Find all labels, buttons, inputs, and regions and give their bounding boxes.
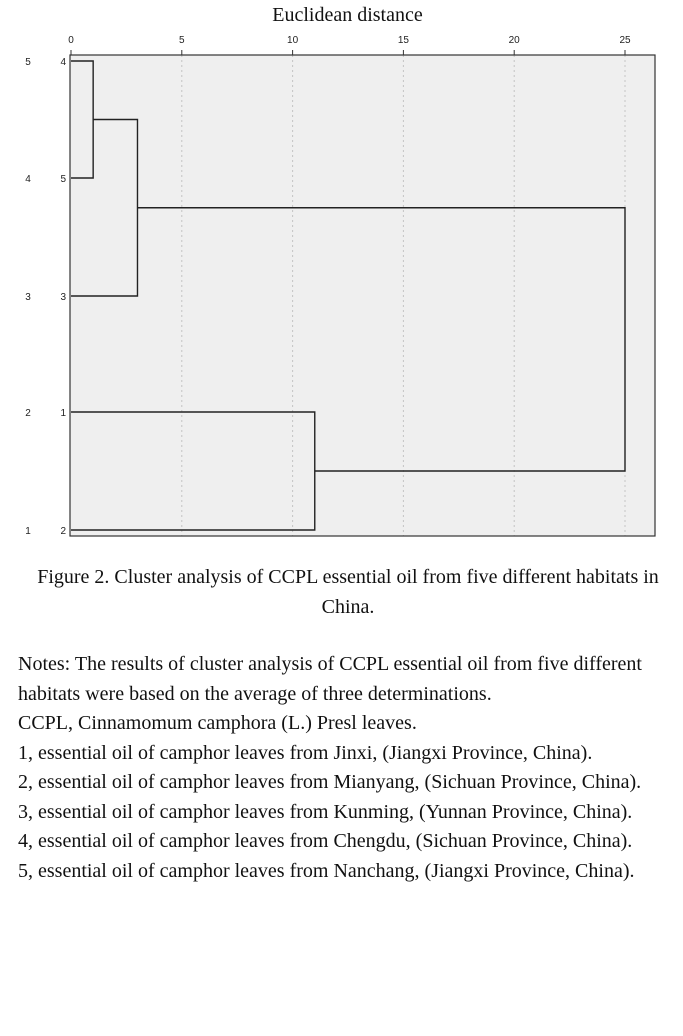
chart-title: Euclidean distance [272,4,423,26]
x-tick-label: 20 [508,35,520,46]
x-tick-label: 0 [68,35,74,46]
leaf-label: 4 [60,57,66,68]
plot-background [70,55,655,536]
row-number: 5 [25,57,31,68]
notes-paragraph: Notes: The results of cluster analysis of CCPL essential oil from five different habitats were based on the average of three determinations. [18,653,642,705]
row-number: 1 [25,526,31,537]
row-number: 4 [25,174,31,185]
x-tick-label: 5 [179,35,185,46]
leaf-label: 2 [60,526,66,537]
x-tick-label: 15 [397,35,409,46]
figure-notes [18,650,673,886]
notes-item-5: 5, essential oil of camphor leaves from Nanchang, (Jiangxi Province, China). [18,859,635,882]
notes-item-4: 4, essential oil of camphor leaves from Chengdu, (Sichuan Province, China). [18,830,633,852]
row-number: 2 [25,408,31,419]
leaf-label: 5 [60,174,66,185]
leaf-label: 1 [60,408,66,419]
x-tick-label: 10 [287,35,299,46]
row-number: 3 [25,292,31,303]
x-tick-label: 25 [619,35,631,46]
notes-item-3: 3, essential oil of camphor leaves from Kunming, (Yunnan Province, China). [18,800,633,823]
figure-caption: Figure 2. Cluster analysis of CCPL essential oil from five different habitats in China. [37,566,659,618]
notes-item-1: 1, essential oil of camphor leaves from Jinxi, (Jiangxi Province, China). [18,741,593,764]
leaf-label: 3 [60,292,66,303]
notes-item-2: 2, essential oil of camphor leaves from Mianyang, (Sichuan Province, China). [18,771,642,793]
notes-abbreviation: CCPL, Cinnamomum camphora (L.) Presl leaves. [18,712,417,734]
